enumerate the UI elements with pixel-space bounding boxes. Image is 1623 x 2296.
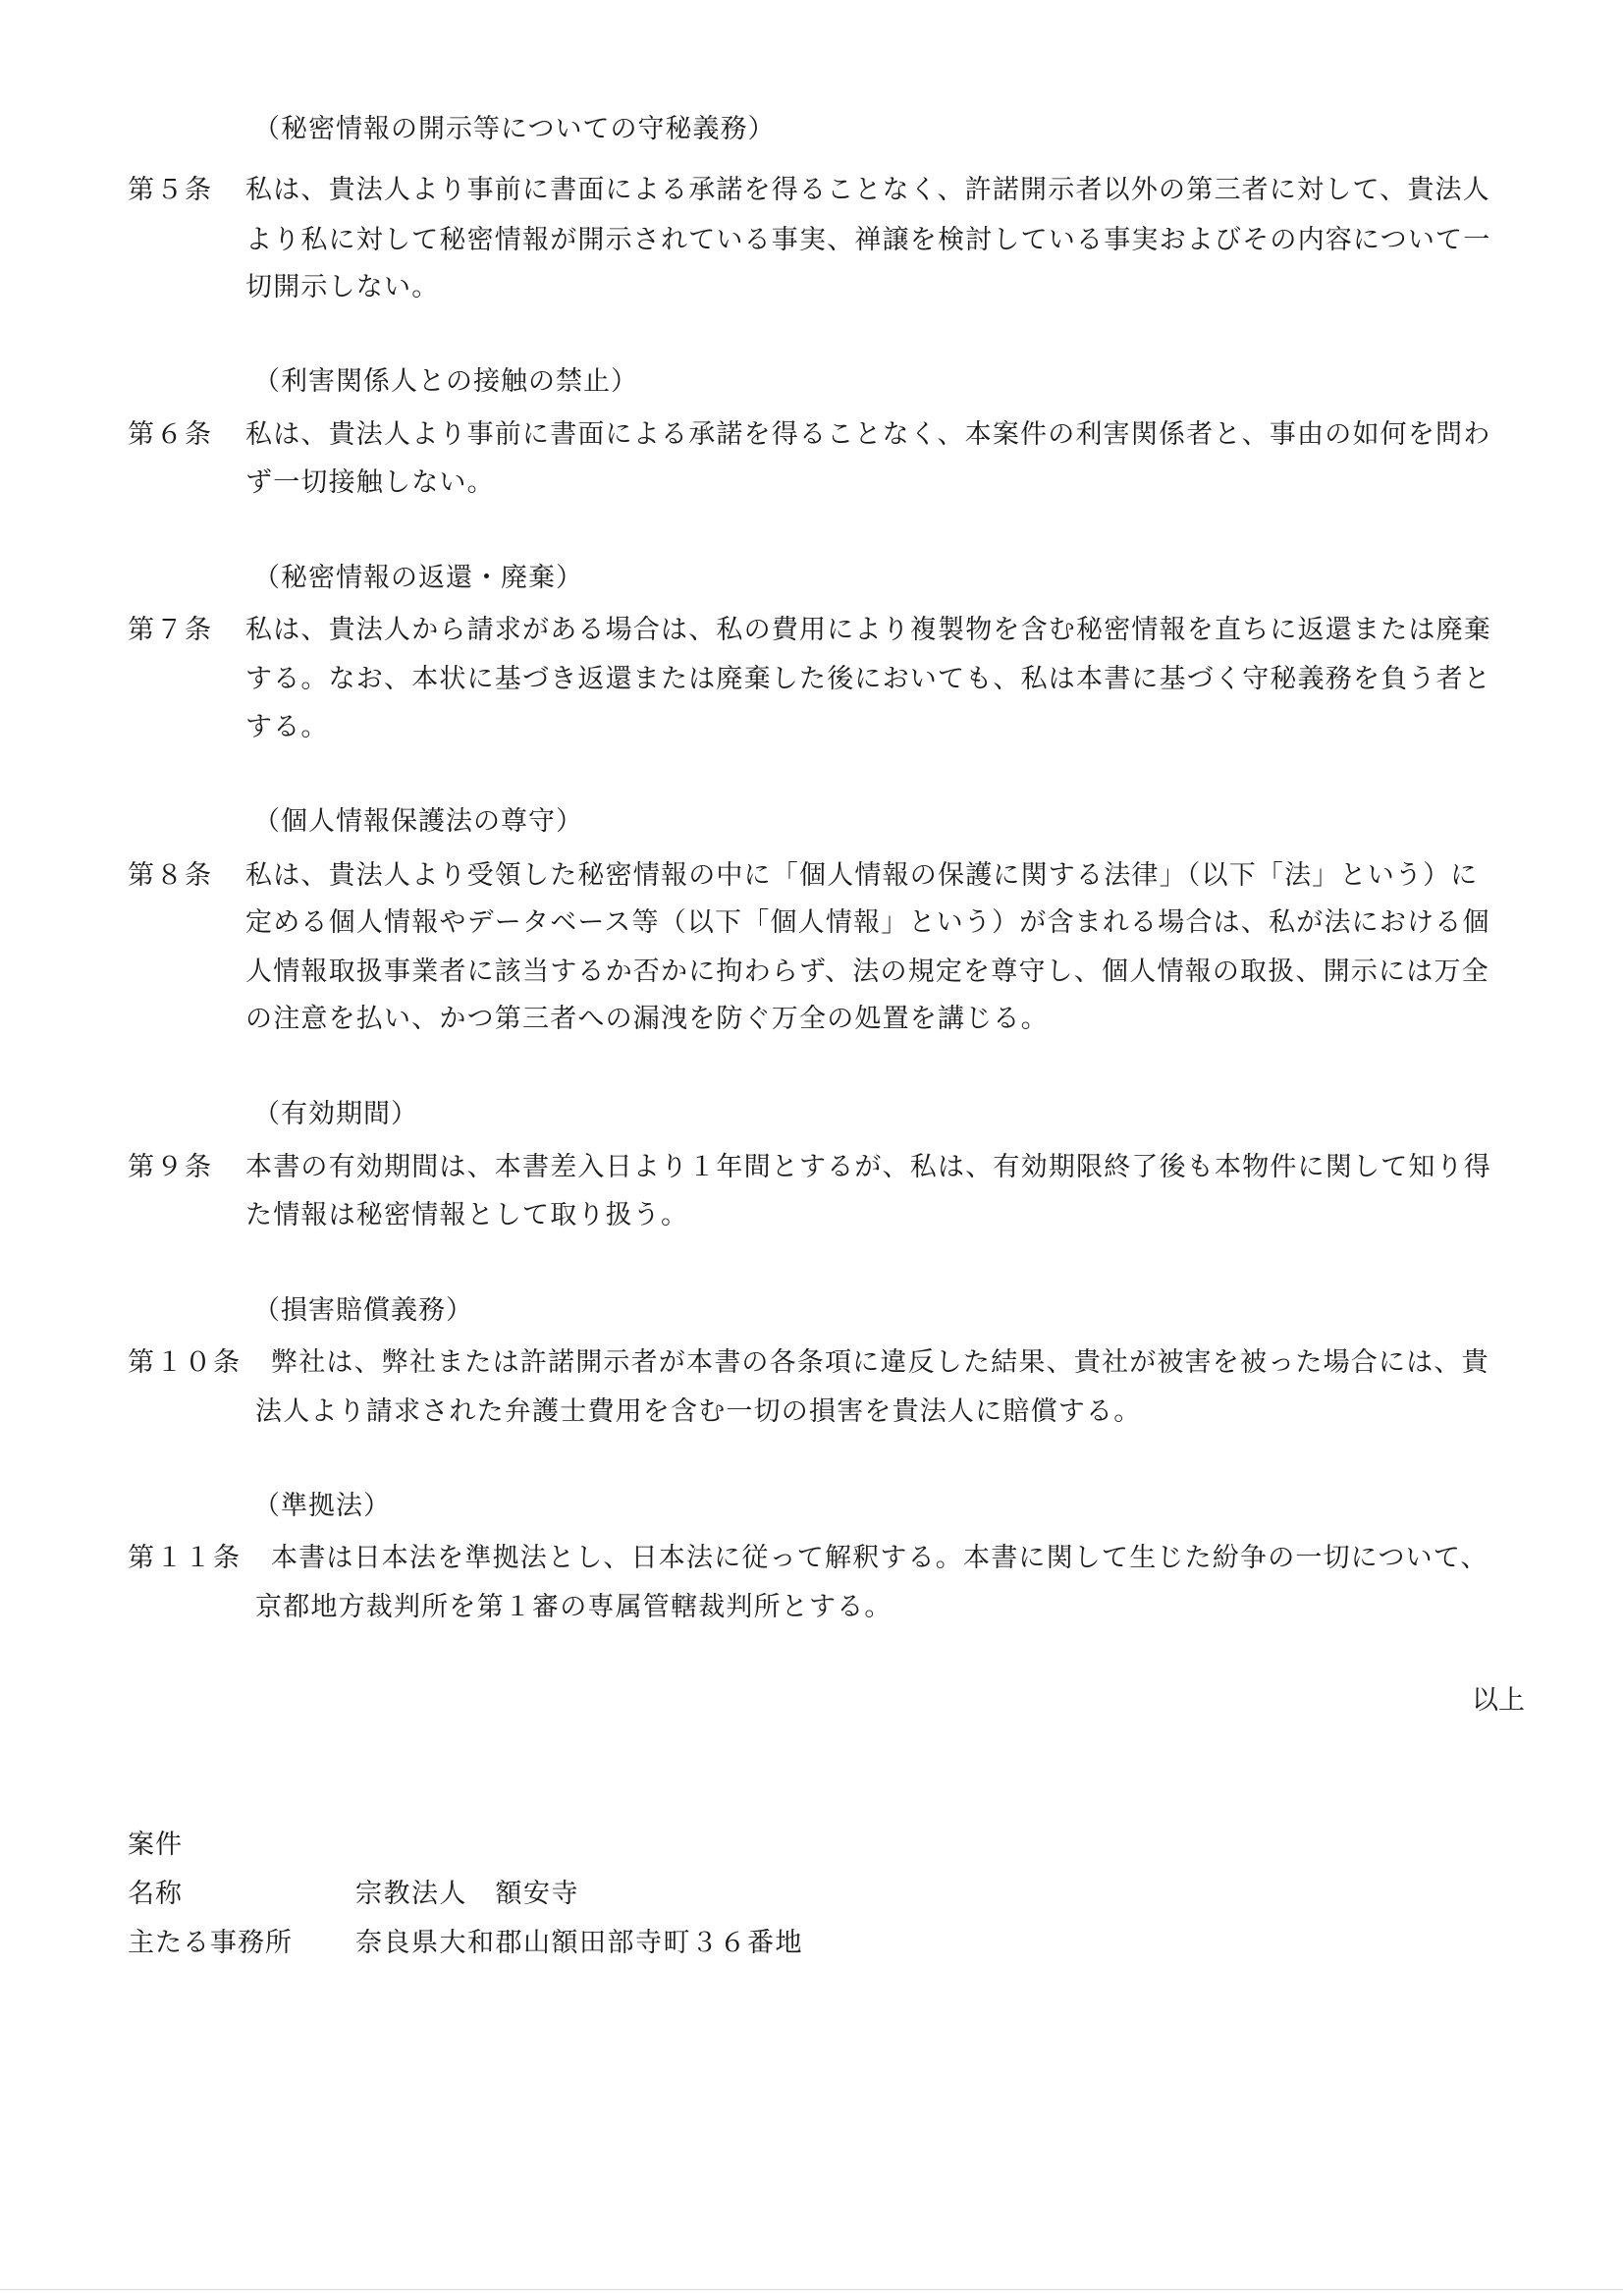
article-5-number: 第５条	[128, 175, 213, 205]
article-6-line-1: 私は、貴法人より事前に書面による承諾を得ることなく、本案件の利害関係者と、事由の如何を問わ	[245, 419, 1491, 450]
article-10-heading: （損害賠償義務）	[253, 1295, 473, 1326]
article-7-number: 第７条	[128, 615, 213, 645]
article-11-line-1: 本書は日本法を準拠法とし、日本法に従って解釈する。本書に関して生じた紛争の一切について、	[271, 1543, 1488, 1573]
scan-edge-line	[0, 2289, 1623, 2290]
article-8-line-3: 人情報取扱事業者に該当するか否かに拘わらず、法の規定を尊守し、個人情報の取扱、開示には万全	[245, 957, 1489, 987]
case-office-label: 主たる事務所	[128, 1928, 293, 1958]
article-9-line-2: た情報は秘密情報として取り扱う。	[245, 1200, 689, 1230]
article-7-line-2: する。なお、本状に基づき返還または廃棄した後においても、私は本書に基づく守秘義務を負う者と	[245, 664, 1491, 694]
case-name-label: 名称	[128, 1879, 183, 1909]
article-9-heading: （有効期間）	[253, 1099, 418, 1129]
article-6-line-2: ず一切接触しない。	[245, 467, 495, 498]
article-10-line-2: 法人より請求された弁護士費用を含む一切の損害を貴法人に賠償する。	[255, 1396, 1142, 1427]
article-8-line-1: 私は、貴法人より受領した秘密情報の中に「個人情報の保護に関する法律」（以下「法」という）に	[245, 860, 1479, 891]
article-11-number: 第１１条	[128, 1543, 242, 1573]
case-title: 案件	[128, 1830, 183, 1860]
case-name-value: 宗教法人 額安寺	[355, 1879, 579, 1909]
closing-mark: 以上	[1472, 1685, 1525, 1716]
article-8-line-2: 定める個人情報やデータベース等（以下「個人情報」という）が含まれる場合は、私が法における個	[245, 907, 1490, 938]
article-9-number: 第９条	[128, 1152, 213, 1182]
case-office-value: 奈良県大和郡山額田部寺町３６番地	[355, 1928, 803, 1958]
article-8-line-4: の注意を払い、かつ第三者への漏洩を防ぐ万全の処置を講じる。	[245, 1004, 1049, 1034]
article-8-heading: （個人情報保護法の尊守）	[253, 806, 583, 837]
article-5-line-2: より私に対して秘密情報が開示されている事実、禅譲を検討している事実およびその内容について一	[245, 225, 1491, 255]
article-5-line-3: 切開示しない。	[245, 272, 440, 302]
article-6-heading: （利害関係人との接触の禁止）	[253, 366, 638, 397]
article-10-number: 第１０条	[128, 1347, 242, 1378]
article-9-line-1: 本書の有効期間は、本書差入日より１年間とするが、私は、有効期限終了後も本物件に関して知り得	[245, 1152, 1491, 1182]
article-7-line-1: 私は、貴法人から請求がある場合は、私の費用により複製物を含む秘密情報を直ちに返還または廃棄	[245, 615, 1491, 645]
article-11-heading: （準拠法）	[253, 1491, 391, 1521]
article-10-line-1: 弊社は、弊社または許諾開示者が本書の各条項に違反した結果、貴社が被害を被った場合には、貴	[271, 1347, 1489, 1378]
article-7-line-3: する。	[245, 712, 329, 742]
article-11-line-2: 京都地方裁判所を第１審の専属管轄裁判所とする。	[255, 1592, 893, 1622]
article-5-line-1: 私は、貴法人より事前に書面による承諾を得ることなく、許諾開示者以外の第三者に対して、貴法人	[245, 175, 1490, 205]
article-6-number: 第６条	[128, 419, 213, 450]
article-5-heading: （秘密情報の開示等についての守秘義務）	[253, 114, 776, 144]
article-8-number: 第８条	[128, 860, 213, 891]
article-7-heading: （秘密情報の返還・廃棄）	[253, 563, 583, 593]
